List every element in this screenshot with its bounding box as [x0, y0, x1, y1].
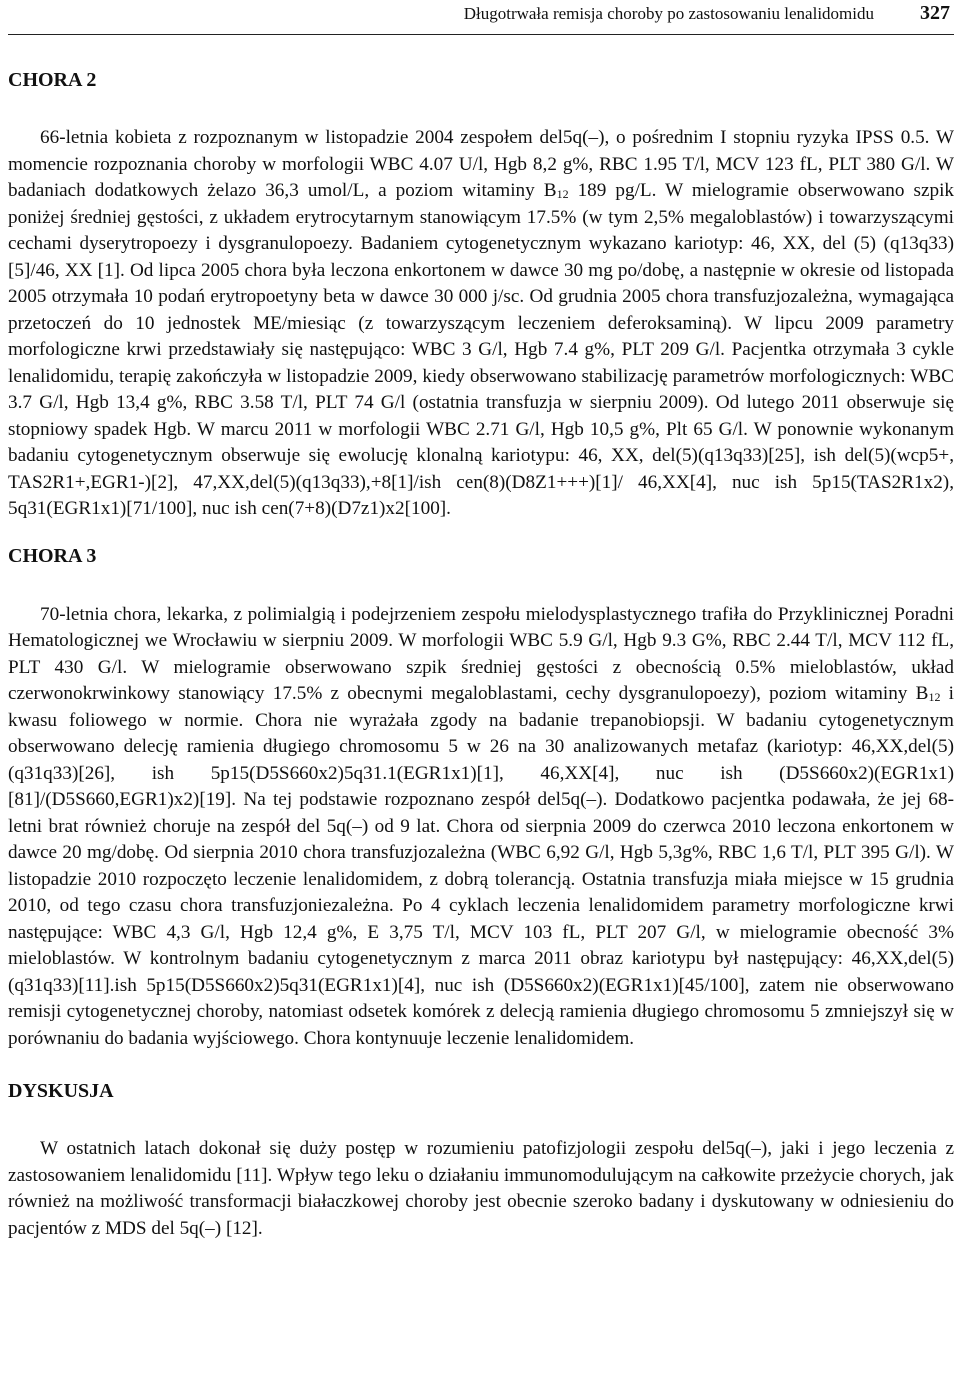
paragraph-text: 66-letnia kobieta z rozpoznanym w listopadzie 2004 zespołem del5q(–), o pośrednim I stopniu ryzyka IPSS 0.5. W momencie rozpoznania choroby w morfologii WBC 4.07 U/l, Hgb 8,2 g%, RBC 1.95 T/l, MCV 123 fL, PLT 380 G/l. W badaniach dodatkowych żelazo 36,3 umol/L, a poziom witaminy B: [8, 127, 954, 201]
section-heading-chora-3: CHORA 3: [8, 544, 97, 567]
subscript: 12: [556, 187, 569, 201]
section-heading-chora-2: CHORA 2: [8, 69, 97, 91]
paragraph-chora-3: [8, 602, 954, 1053]
paragraph-text: 70-letnia chora, lekarka, z polimialgią i podejrzeniem zespołu mielodysplastycznego trafiła do Przyklinicznej Poradni Hematologicznej we Wrocławiu w sierpniu 2009. W morfologii WBC 5.9 G/l, Hgb 9.3 G%, RBC 2.44 T/l, MCV 112 fL, PLT 430 G/l. W mielogramie obserwowano szpik średniej gęstości z obecnością 0.5% mieloblastów, układ czerwonokrwinkowy stanowiący 17.5% z obecnymi megaloblastami, cechy dysgranulopoezy), poziom witaminy B: [8, 603, 954, 704]
subscript: 12: [928, 690, 941, 704]
paragraph-text: i kwasu foliowego w normie. Chora nie wyrażała zgody na badanie trepanobiopsji. W badaniu cytogenetycznym obserwowano delecję ramienia długiego chromosomu 5 w 26 na 30 analizowanych metafaz (kariotyp: 46,XX,del(5)(q31q33)[26], ish 5p15(D5S660x2)5q31.1(EGR1x1)[1], 46,XX[4], nuc ish (D5S660x2)(EGR1x1)[81]/(D5S660,EGR1)x2)[19]. Na tej podstawie rozpoznano zespół del5q(–). Dodatkowo pacjentka podawała, że jej 68-letni brat również choruje na zespół del 5q(–) od 9 lat. Chora od sierpnia 2009 do czerwca 2010 leczona enkortonem w dawce 20 mg/dobę. Od sierpnia 2010 chora transfuzjozależna (WBC 6,92 G/l, Hgb 5,3g%, RBC 1,6 T/l, PLT 395 G/l). W listopadzie 2010 rozpoczęto leczenie lenalidomidem, z dobrą tolerancją. Ostatnia transfuzja miała miejsce w 15 grudnia 2010, od tego czasu chora transfuzjoniezależna. Po 4 cyklach leczenia lenalidomidem parametry morfologiczne krwi następujące: WBC 4,3 G/l, Hgb 12,4 g%, E 3,75 T/l, MCV 103 fL, PLT 207 G/l, w mielogramie obecność 3% mieloblastów. W kontrolnym badaniu cytogenetycznym z marca 2011 obraz kariotypu był następujący: 46,XX,del(5)(q31q33)[11].ish 5p15(D5S660x2)5q31(EGR1x1)[4], nuc ish (D5S660x2)(EGR1x1)[45/100], zatem nie obserwowano remisji cytogenetycznej choroby, natomiast odsetek komórek z delecją ramienia długiego chromosomu 5 zmniejszył się w porównaniu do badania wyjściowego. Chora kontynuuje leczenie lenalidomidem.: [8, 683, 954, 1049]
paragraph-chora-2: [8, 125, 954, 523]
paragraph-text: 189 pg/L. W mielogramie obserwowano szpik poniżej średniej gęstości, z układem erytrocytarnym stanowiącym 17.5% (w tym 2,5% megaloblastów) i towarzyszącymi cechami dyserytropoezy i dysgranulopoezy. Badaniem cytogenetycznym wykazano kariotyp: 46, XX, del (5) (q13q33) [5]/46, XX [1]. Od lipca 2005 chora była leczona enkortonem w dawce 30 mg po/dobę, a następnie w okresie od listopada 2005 otrzymała 10 podań erytropoetyny beta w dawce 30 000 j/sc. Od grudnia 2005 chora transfuzjozależna, wymagająca przetoczeń do 10 jednostek ME/miesiąc (z towarzyszącym leczeniem deferoksaminą). W lipcu 2009 parametry morfologiczne krwi przedstawiały się następująco: WBC 3 G/l, Hgb 7.4 g%, PLT 209 G/l. Pacjentka otrzymała 3 cykle lenalidomidu, terapię zakończyła w listopadzie 2009, kiedy obserwowano stabilizację parametrów morfologicznych: WBC 3.7 G/l, Hgb 13,4 g%, RBC 3.58 T/l, PLT 74 G/l (ostatnia transfuzja w sierpniu 2009). Od lutego 2011 obserwuje się stopniowy spadek Hgb. W marcu 2011 w morfologii WBC 2.71 G/l, Hgb 10,5 g%, Plt 65 G/l. W ponownie wykonanym badaniu cytogenetycznym obserwuje się ewolucję klonalną kariotypu: 46, XX, del(5)(q13q33)[25], ish del(5)(wcp5+, TAS2R1+,EGR1-)[2], 47,XX,del(5)(q13q33),+8[1]/ish cen(8)(D8Z1+++)[1]/ 46,XX[4], nuc ish 5p15(TAS2R1x2), 5q31(EGR1x1)[71/100], nuc ish cen(7+8)(D7z1)x2[100].: [8, 180, 954, 519]
running-title: Długotrwała remisja choroby po zastosowaniu lenalidomidu: [463, 4, 874, 23]
header-rule: [8, 34, 954, 35]
running-header: [8, 0, 954, 34]
paragraph-dyskusja: W ostatnich latach dokonał się duży postęp w rozumieniu patofizjologii zespołu del5q(–), jaki i jego leczenia z zastosowaniem lenalidomidu [11]. Wpływ tego leku o działaniu immunomodulującym na całkowite przeżycie chorych, jak również na możliwość transformacji białaczkowej choroby jest obecnie szeroko badany i dyskutowany w odniesieniu do pacjentów z MDS del 5q(–) [12].: [8, 1138, 954, 1239]
section-heading-dyskusja: DYSKUSJA: [8, 1080, 114, 1102]
page-number: 327: [920, 2, 950, 24]
